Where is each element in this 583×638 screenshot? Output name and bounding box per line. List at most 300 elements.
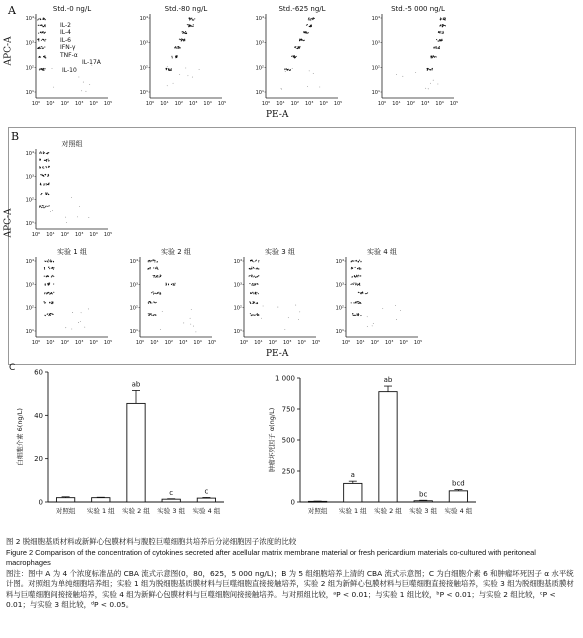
flow-noise-dot <box>263 306 264 307</box>
flow-event-dot <box>150 261 151 262</box>
flow-event-dot <box>42 47 43 48</box>
flow-event-dot <box>49 268 50 269</box>
flow-event-dot <box>358 303 359 304</box>
flow-plot-x-tick: 10³ <box>189 101 198 107</box>
flow-event-dot <box>44 56 45 57</box>
flow-noise-dot <box>77 216 78 217</box>
flow-plot-x-tick: 10⁰ <box>135 340 145 346</box>
flow-noise-dot <box>72 312 73 313</box>
flow-plot-x-tick: 10¹ <box>150 340 159 346</box>
flow-event-dot <box>38 19 39 20</box>
flow-event-dot <box>253 302 254 303</box>
flow-event-dot <box>308 18 309 19</box>
flow-event-dot <box>357 283 358 284</box>
legend-item: IFN-γ <box>60 44 76 51</box>
flow-event-dot <box>253 303 254 304</box>
flow-event-dot <box>45 174 46 175</box>
flow-event-dot <box>48 194 49 195</box>
flow-plot-x-tick: 10³ <box>75 340 84 346</box>
flow-plot-x-tick: 10¹ <box>276 101 285 107</box>
flow-event-dot <box>40 159 41 160</box>
bar-chart-y-tick-label: 750 <box>281 405 295 414</box>
flow-event-dot <box>359 269 360 270</box>
flow-event-dot <box>187 24 188 25</box>
panel-b-ylabel: APC-A <box>3 208 14 238</box>
flow-event-dot <box>157 277 158 278</box>
flow-event-dot <box>49 302 50 303</box>
flow-event-dot <box>443 32 444 33</box>
panel-a-ylabel: APC-A <box>3 36 14 66</box>
flow-event-dot <box>38 33 39 34</box>
flow-event-dot <box>150 302 151 303</box>
caption-title-en: Figure 2 Comparison of the concentration of cytokines secreted after acellular matrix membrane material or fresh pericardium materials co-cultured with peritoneal macrophages <box>6 547 536 567</box>
caption-title-cn: 图 2 脱细胞基质材料或新鲜心包膜材料与腹腔巨噬细胞共培养后分泌细胞因子浓度的比较 <box>6 537 297 546</box>
flow-plot-x-tick: 10⁴ <box>399 340 408 346</box>
flow-plot-y-tick: 10³ <box>371 40 380 47</box>
flow-plot-x-tick: 10³ <box>75 101 84 107</box>
flow-noise-dot <box>299 311 300 312</box>
flow-event-dot <box>43 48 44 49</box>
flow-event-dot <box>40 32 41 33</box>
flow-noise-dot <box>52 210 53 211</box>
flow-plot-y-tick: 10¹ <box>25 329 34 335</box>
flow-event-dot <box>358 292 359 293</box>
flow-event-dot <box>41 24 42 25</box>
bar <box>127 403 145 502</box>
flow-plot-x-tick: 10² <box>290 101 299 107</box>
flow-event-dot <box>352 313 353 314</box>
flow-plot-x-tick: 10⁴ <box>89 232 98 238</box>
flow-event-dot <box>41 68 42 69</box>
flow-event-dot <box>46 194 47 195</box>
flow-event-dot <box>353 284 354 285</box>
flow-event-dot <box>181 40 182 41</box>
flow-noise-dot <box>71 197 72 198</box>
flow-event-dot <box>358 275 359 276</box>
flow-event-dot <box>439 39 440 40</box>
flow-event-dot <box>154 314 155 315</box>
flow-event-dot <box>156 267 157 268</box>
flow-plot-y-tick: 10¹ <box>139 90 148 96</box>
flow-event-dot <box>250 293 251 294</box>
flow-event-dot <box>47 261 48 262</box>
flow-event-dot <box>171 70 172 71</box>
flow-event-dot <box>45 166 46 167</box>
flow-event-dot <box>154 261 155 262</box>
flow-event-dot <box>40 25 41 26</box>
flow-event-dot <box>153 259 154 260</box>
flow-plot-title: 实验 4 组 <box>367 248 397 256</box>
flow-event-dot <box>357 275 358 276</box>
flow-event-dot <box>255 277 256 278</box>
flow-noise-dot <box>53 87 54 88</box>
flow-event-dot <box>173 283 174 284</box>
flow-noise-dot <box>191 309 192 310</box>
flow-event-dot <box>254 285 255 286</box>
flow-event-dot <box>188 26 189 27</box>
flow-event-dot <box>45 68 46 69</box>
legend-item: IL-10 <box>62 66 77 74</box>
flow-event-dot <box>44 18 45 19</box>
flow-noise-dot <box>83 82 84 83</box>
flow-event-dot <box>255 293 256 294</box>
panel-c-letter: C <box>9 363 16 373</box>
flow-event-dot <box>354 302 355 303</box>
flow-event-dot <box>151 302 152 303</box>
flow-event-dot <box>53 261 54 262</box>
flow-event-dot <box>42 205 43 206</box>
flow-noise-dot <box>288 317 289 318</box>
flow-plot-x-tick: 10⁰ <box>377 101 387 107</box>
flow-plot-x-tick: 10⁵ <box>103 101 113 107</box>
flow-noise-dot <box>183 323 184 324</box>
flow-event-dot <box>250 269 251 270</box>
flow-event-dot <box>53 292 54 293</box>
flow-noise-dot <box>190 324 191 325</box>
flow-event-dot <box>360 261 361 262</box>
flow-event-dot <box>256 303 257 304</box>
flow-event-dot <box>49 294 50 295</box>
flow-event-dot <box>171 68 172 69</box>
flow-event-dot <box>181 38 182 39</box>
flow-event-dot <box>355 284 356 285</box>
flow-event-dot <box>432 69 433 70</box>
flow-event-dot <box>149 268 150 269</box>
flow-event-dot <box>44 267 45 268</box>
flow-event-dot <box>353 315 354 316</box>
bar <box>56 498 74 502</box>
flow-event-dot <box>365 293 366 294</box>
flow-event-dot <box>351 277 352 278</box>
flow-plot-x-tick: 10¹ <box>356 340 365 346</box>
flow-event-dot <box>355 260 356 261</box>
flow-event-dot <box>47 153 48 154</box>
flow-event-dot <box>443 18 444 19</box>
flow-plot-y-tick: 10² <box>25 197 34 204</box>
flow-noise-dot <box>50 211 51 212</box>
flow-noise-dot <box>367 326 368 327</box>
flow-noise-dot <box>78 77 79 78</box>
flow-event-dot <box>251 276 252 277</box>
flow-event-dot <box>291 56 292 57</box>
flow-event-dot <box>191 18 192 19</box>
flow-event-dot <box>47 206 48 207</box>
flow-event-dot <box>39 152 40 153</box>
flow-event-dot <box>156 275 157 276</box>
flow-event-dot <box>43 151 44 152</box>
flow-plot-y-tick: 10³ <box>233 282 242 289</box>
bar <box>344 483 362 502</box>
flow-event-dot <box>153 314 154 315</box>
flow-plot-title: 实验 1 组 <box>57 248 87 256</box>
flow-event-dot <box>46 161 47 162</box>
flow-event-dot <box>47 292 48 293</box>
flow-plot-y-tick: 10³ <box>255 40 264 47</box>
flow-event-dot <box>252 283 253 284</box>
flow-event-dot <box>358 284 359 285</box>
flow-event-dot <box>258 268 259 269</box>
flow-noise-dot <box>65 217 66 218</box>
flow-event-dot <box>45 32 46 33</box>
significance-label: ab <box>131 380 141 389</box>
flow-event-dot <box>357 301 358 302</box>
flow-event-dot <box>43 26 44 27</box>
flow-event-dot <box>37 19 38 20</box>
flow-event-dot <box>47 261 48 262</box>
flow-plot-y-tick: 10³ <box>25 40 34 47</box>
flow-event-dot <box>357 285 358 286</box>
flow-plot-x-tick: 10⁵ <box>413 340 423 346</box>
bar-chart-y-tick-label: 1 000 <box>274 374 295 383</box>
flow-plot-x-tick: 10² <box>370 340 379 346</box>
flow-event-dot <box>284 68 285 69</box>
flow-event-dot <box>153 291 154 292</box>
significance-label: ab <box>383 376 393 385</box>
flow-event-dot <box>44 33 45 34</box>
flow-event-dot <box>41 40 42 41</box>
flow-event-dot <box>48 184 49 185</box>
flow-event-dot <box>250 313 251 314</box>
flow-event-dot <box>42 32 43 33</box>
flow-event-dot <box>441 18 442 19</box>
flow-noise-dot <box>261 318 262 319</box>
flow-noise-dot <box>162 311 163 312</box>
flow-event-dot <box>314 18 315 19</box>
legend-item: IL-6 <box>60 36 71 44</box>
flow-event-dot <box>254 276 255 277</box>
flow-event-dot <box>354 315 355 316</box>
flow-noise-dot <box>298 319 299 320</box>
flow-event-dot <box>445 25 446 26</box>
flow-event-dot <box>44 293 45 294</box>
flow-noise-dot <box>367 316 368 317</box>
flow-event-dot <box>188 24 189 25</box>
flow-event-dot <box>251 267 252 268</box>
flow-event-dot <box>150 260 151 261</box>
flow-event-dot <box>154 260 155 261</box>
flow-plot-x-tick: 10⁵ <box>333 101 343 107</box>
significance-label: a <box>350 471 355 480</box>
flow-event-dot <box>443 19 444 20</box>
flow-event-dot <box>253 285 254 286</box>
bar <box>92 498 110 502</box>
flow-event-dot <box>256 314 257 315</box>
flow-event-dot <box>47 175 48 176</box>
flow-plot-x-tick: 10⁵ <box>311 340 321 346</box>
flow-event-dot <box>436 47 437 48</box>
flow-event-dot <box>47 283 48 284</box>
flow-event-dot <box>171 284 172 285</box>
flow-event-dot <box>150 267 151 268</box>
flow-event-dot <box>443 24 444 25</box>
flow-event-dot <box>252 261 253 262</box>
flow-event-dot <box>40 68 41 69</box>
flow-event-dot <box>355 283 356 284</box>
bar-chart-category-label: 实验 1 组 <box>338 507 367 515</box>
flow-event-dot <box>436 48 437 49</box>
flow-noise-dot <box>192 77 193 78</box>
bar-chart-category-label: 实验 4 组 <box>444 507 473 515</box>
flow-event-dot <box>300 39 301 40</box>
bar-chart-y-label: 肿瘤坏死因子 α(ng/L) <box>268 407 276 473</box>
flow-event-dot <box>305 32 306 33</box>
flow-event-dot <box>194 18 195 19</box>
flow-event-dot <box>193 24 194 25</box>
flow-noise-dot <box>84 327 85 328</box>
flow-event-dot <box>51 276 52 277</box>
flow-plot-y-tick: 10¹ <box>129 329 138 335</box>
bar-chart-y-tick-label: 20 <box>34 455 43 464</box>
flow-event-dot <box>177 55 178 56</box>
flow-event-dot <box>43 168 44 169</box>
flow-event-dot <box>53 276 54 277</box>
flow-event-dot <box>44 46 45 47</box>
flow-plot-y-tick: 10⁴ <box>233 259 242 265</box>
flow-plot-x-tick: 10⁵ <box>217 101 227 107</box>
flow-event-dot <box>257 283 258 284</box>
flow-event-dot <box>41 153 42 154</box>
flow-event-dot <box>303 40 304 41</box>
flow-noise-dot <box>319 87 320 88</box>
flow-event-dot <box>360 292 361 293</box>
flow-event-dot <box>440 40 441 41</box>
flow-noise-dot <box>65 327 66 328</box>
flow-event-dot <box>149 301 150 302</box>
flow-plot-x-tick: 10⁵ <box>207 340 217 346</box>
flow-event-dot <box>305 31 306 32</box>
flow-event-dot <box>352 283 353 284</box>
flow-plot-x-tick: 10⁴ <box>203 101 212 107</box>
flow-noise-dot <box>437 84 438 85</box>
flow-event-dot <box>159 293 160 294</box>
flow-plot-y-tick: 10² <box>371 65 380 72</box>
flow-event-dot <box>40 151 41 152</box>
flow-event-dot <box>296 56 297 57</box>
flow-event-dot <box>354 276 355 277</box>
flow-event-dot <box>158 292 159 293</box>
flow-event-dot <box>151 313 152 314</box>
flow-event-dot <box>292 56 293 57</box>
flow-event-dot <box>353 261 354 262</box>
flow-event-dot <box>49 261 50 262</box>
flow-event-dot <box>43 31 44 32</box>
flow-plot-x-tick: 10¹ <box>46 340 55 346</box>
flow-event-dot <box>309 19 310 20</box>
flow-event-dot <box>351 261 352 262</box>
flow-plot-y-tick: 10³ <box>25 282 34 289</box>
flow-event-dot <box>303 31 304 32</box>
flow-event-dot <box>440 32 441 33</box>
flow-event-dot <box>308 19 309 20</box>
flow-event-dot <box>184 40 185 41</box>
flow-event-dot <box>304 32 305 33</box>
flow-event-dot <box>258 260 259 261</box>
flow-event-dot <box>258 293 259 294</box>
bar-chart-category-label: 实验 3 组 <box>409 507 438 515</box>
flow-plot-x-tick: 10¹ <box>254 340 263 346</box>
flow-plot-x-tick: 10⁰ <box>341 340 351 346</box>
flow-event-dot <box>48 276 49 277</box>
flow-event-dot <box>361 293 362 294</box>
flow-event-dot <box>160 292 161 293</box>
flow-plot-x-tick: 10³ <box>75 232 84 238</box>
flow-event-dot <box>442 33 443 34</box>
flow-noise-dot <box>71 329 72 330</box>
panel-c-bar-charts <box>0 360 583 530</box>
flow-event-dot <box>356 260 357 261</box>
flow-event-dot <box>433 56 434 57</box>
flow-noise-dot <box>395 305 396 306</box>
flow-event-dot <box>153 267 154 268</box>
bar <box>449 491 467 502</box>
flow-plot-y-tick: 10¹ <box>255 90 264 96</box>
flow-event-dot <box>52 314 53 315</box>
flow-noise-dot <box>199 69 200 70</box>
bar-chart-category-label: 实验 4 组 <box>192 507 221 515</box>
flow-event-dot <box>359 285 360 286</box>
flow-event-dot <box>174 285 175 286</box>
flow-event-dot <box>174 47 175 48</box>
flow-plot-y-tick: 10³ <box>129 282 138 289</box>
flow-event-dot <box>182 33 183 34</box>
flow-event-dot <box>439 31 440 32</box>
bar <box>197 498 215 502</box>
flow-plot-y-tick: 10² <box>139 65 148 72</box>
flow-noise-dot <box>295 305 296 306</box>
flow-plot-y-tick: 10⁴ <box>25 151 34 157</box>
flow-event-dot <box>42 175 43 176</box>
flow-noise-dot <box>307 86 308 87</box>
flow-plot-x-tick: 10⁰ <box>31 340 41 346</box>
flow-event-dot <box>440 19 441 20</box>
flow-event-dot <box>257 302 258 303</box>
flow-event-dot <box>47 313 48 314</box>
flow-event-dot <box>358 301 359 302</box>
flow-event-dot <box>48 292 49 293</box>
bar-chart-category-label: 实验 1 组 <box>86 507 115 515</box>
flow-event-dot <box>307 24 308 25</box>
flow-event-dot <box>156 293 157 294</box>
flow-noise-dot <box>281 88 282 89</box>
flow-event-dot <box>308 32 309 33</box>
flow-plot-x-tick: 10⁰ <box>31 232 41 238</box>
flow-event-dot <box>151 292 152 293</box>
flow-event-dot <box>427 69 428 70</box>
bar-chart-y-tick-label: 60 <box>34 368 43 377</box>
flow-plot-y-tick: 10¹ <box>25 90 34 96</box>
flow-event-dot <box>155 293 156 294</box>
flow-event-dot <box>148 268 149 269</box>
flow-plot-y-tick: 10² <box>255 65 264 72</box>
flow-event-dot <box>193 26 194 27</box>
flow-plot-y-tick: 10⁴ <box>255 16 264 22</box>
flow-event-dot <box>294 57 295 58</box>
flow-event-dot <box>148 301 149 302</box>
flow-noise-dot <box>66 222 67 223</box>
flow-event-dot <box>249 268 250 269</box>
flow-event-dot <box>438 48 439 49</box>
flow-event-dot <box>43 153 44 154</box>
flow-event-dot <box>165 68 166 69</box>
flow-event-dot <box>439 46 440 47</box>
flow-noise-dot <box>80 321 81 322</box>
flow-event-dot <box>249 275 250 276</box>
legend-item: TNF-α <box>60 51 78 59</box>
flow-event-dot <box>298 46 299 47</box>
flow-event-dot <box>40 205 41 206</box>
flow-event-dot <box>156 302 157 303</box>
flow-event-dot <box>43 56 44 57</box>
